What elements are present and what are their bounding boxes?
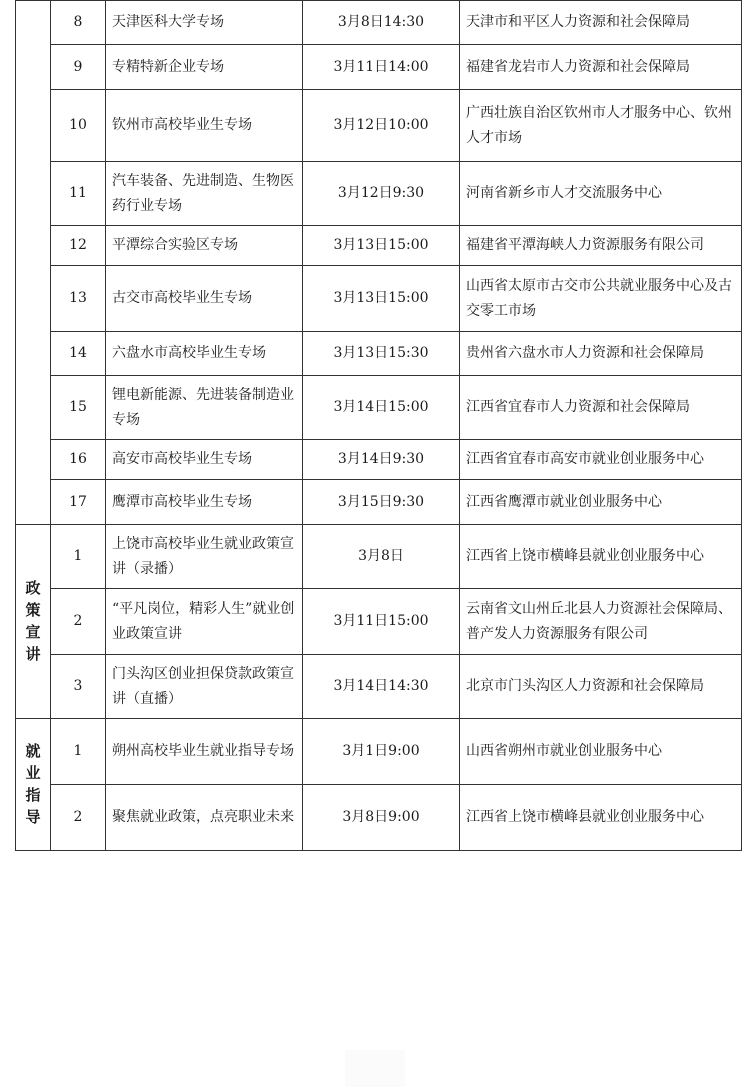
event-time: 3月8日14:30 [303, 1, 460, 45]
table-row [16, 440, 742, 480]
row-number: 17 [51, 480, 106, 525]
organizer: 江西省宜春市人力资源和社会保障局 [460, 376, 742, 440]
table-row [16, 480, 742, 525]
organizer: 天津市和平区人力资源和社会保障局 [460, 1, 742, 45]
row-number: 10 [51, 90, 106, 162]
organizer: 贵州省六盘水市人力资源和社会保障局 [460, 332, 742, 376]
organizer: 福建省龙岩市人力资源和社会保障局 [460, 45, 742, 90]
event-time: 3月14日14:30 [303, 655, 460, 719]
row-number: 15 [51, 376, 106, 440]
table-row [16, 1, 742, 45]
event-time: 3月15日9:30 [303, 480, 460, 525]
event-name: “平凡岗位，精彩人生”就业创业政策宣讲 [106, 589, 303, 655]
event-time: 3月14日15:00 [303, 376, 460, 440]
table-row [16, 226, 742, 266]
event-name: 门头沟区创业担保贷款政策宣讲（直播） [106, 655, 303, 719]
table-row [16, 525, 742, 589]
row-number: 12 [51, 226, 106, 266]
table-row [16, 45, 742, 90]
event-name: 天津医科大学专场 [106, 1, 303, 45]
event-name: 鹰潭市高校毕业生专场 [106, 480, 303, 525]
organizer: 云南省文山州丘北县人力资源社会保障局、普产发人力资源服务有限公司 [460, 589, 742, 655]
table-row [16, 719, 742, 785]
row-number: 9 [51, 45, 106, 90]
table-row [16, 332, 742, 376]
category-cell: 政策宣讲 [16, 525, 51, 719]
event-name: 锂电新能源、先进装备制造业专场 [106, 376, 303, 440]
event-time: 3月8日9:00 [303, 785, 460, 851]
event-name: 钦州市高校毕业生专场 [106, 90, 303, 162]
organizer: 河南省新乡市人才交流服务中心 [460, 162, 742, 226]
organizer: 山西省朔州市就业创业服务中心 [460, 719, 742, 785]
table-row [16, 266, 742, 332]
event-time: 3月11日15:00 [303, 589, 460, 655]
event-time: 3月13日15:00 [303, 226, 460, 266]
row-number: 14 [51, 332, 106, 376]
event-time: 3月13日15:30 [303, 332, 460, 376]
row-number: 8 [51, 1, 106, 45]
event-time: 3月8日 [303, 525, 460, 589]
category-cell [16, 1, 51, 525]
row-number: 3 [51, 655, 106, 719]
organizer: 山西省太原市古交市公共就业服务中心及古交零工市场 [460, 266, 742, 332]
event-name: 高安市高校毕业生专场 [106, 440, 303, 480]
organizer: 江西省宜春市高安市就业创业服务中心 [460, 440, 742, 480]
event-name: 专精特新企业专场 [106, 45, 303, 90]
table-row [16, 376, 742, 440]
table-row [16, 162, 742, 226]
event-time: 3月11日14:00 [303, 45, 460, 90]
event-name: 汽车装备、先进制造、生物医药行业专场 [106, 162, 303, 226]
event-name: 六盘水市高校毕业生专场 [106, 332, 303, 376]
organizer: 江西省鹰潭市就业创业服务中心 [460, 480, 742, 525]
page-footer-area [345, 1050, 405, 1087]
table-row [16, 655, 742, 719]
event-name: 上饶市高校毕业生就业政策宣讲（录播） [106, 525, 303, 589]
row-number: 1 [51, 525, 106, 589]
event-name: 朔州高校毕业生就业指导专场 [106, 719, 303, 785]
event-name: 古交市高校毕业生专场 [106, 266, 303, 332]
row-number: 16 [51, 440, 106, 480]
event-time: 3月14日9:30 [303, 440, 460, 480]
event-name: 聚焦就业政策，点亮职业未来 [106, 785, 303, 851]
event-time: 3月13日15:00 [303, 266, 460, 332]
row-number: 13 [51, 266, 106, 332]
organizer: 江西省上饶市横峰县就业创业服务中心 [460, 525, 742, 589]
schedule-table [15, 0, 742, 851]
event-time: 3月12日9:30 [303, 162, 460, 226]
event-name: 平潭综合实验区专场 [106, 226, 303, 266]
row-number: 2 [51, 589, 106, 655]
event-time: 3月1日9:00 [303, 719, 460, 785]
table-row [16, 589, 742, 655]
organizer: 福建省平潭海峡人力资源服务有限公司 [460, 226, 742, 266]
row-number: 11 [51, 162, 106, 226]
table-row [16, 785, 742, 851]
event-time: 3月12日10:00 [303, 90, 460, 162]
row-number: 2 [51, 785, 106, 851]
organizer: 广西壮族自治区钦州市人才服务中心、钦州人才市场 [460, 90, 742, 162]
category-cell: 就业指导 [16, 719, 51, 851]
organizer: 江西省上饶市横峰县就业创业服务中心 [460, 785, 742, 851]
row-number: 1 [51, 719, 106, 785]
table-row [16, 90, 742, 162]
organizer: 北京市门头沟区人力资源和社会保障局 [460, 655, 742, 719]
